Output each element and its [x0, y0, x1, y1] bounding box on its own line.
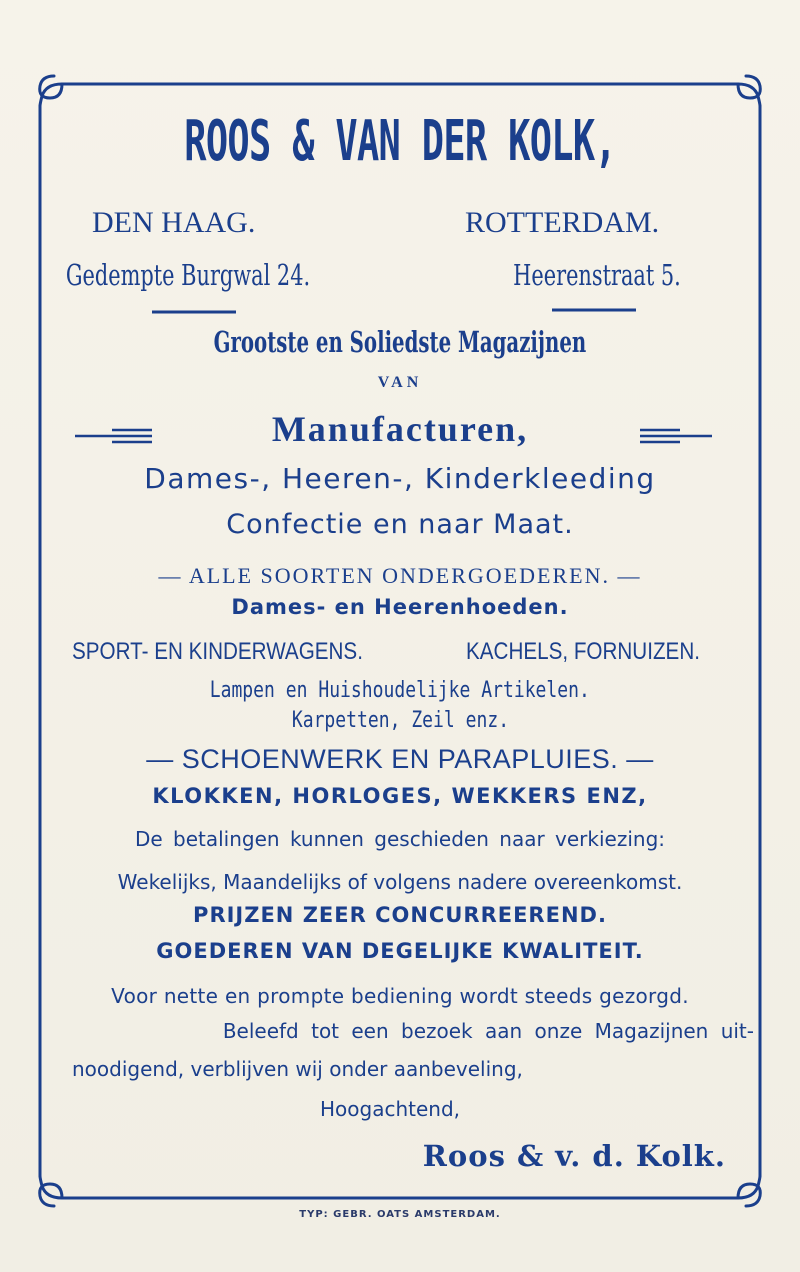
grootste-text: Grootste en Soliedste Magazijnen: [213, 325, 587, 359]
confectie-line: Confectie en naar Maat.: [226, 509, 574, 540]
address-rotterdam: Heerenstraat 5.: [513, 258, 681, 292]
sport-left: SPORT- EN KINDERWAGENS.: [72, 638, 363, 665]
prijzen-line: PRIJZEN ZEER CONCURREEREND.: [193, 903, 607, 927]
schoenwerk-line: — SCHOENWERK EN PARAPLUIES. —: [146, 744, 654, 774]
address-den-haag: Gedempte Burgwal 24.: [65, 258, 311, 292]
beleefd-line-2: [40, 1055, 760, 1083]
city-den-haag: DEN HAAG.: [92, 206, 256, 239]
company-name-text: ROOS & VAN DER KOLK,: [184, 109, 616, 174]
signature-text: Roos & v. d. Kolk.: [422, 1139, 726, 1173]
sport-right: KACHELS, FORNUIZEN.: [466, 638, 700, 665]
van-label: VAN: [377, 374, 423, 391]
grootste-heading: [40, 324, 760, 360]
beleefd-line-1: [40, 1017, 760, 1045]
wekelijks-line: Wekelijks, Maandelijks of volgens nadere overeenkomst.: [117, 870, 683, 894]
lampen-text: Lampen en Huishoudelijke Artikelen.: [209, 678, 591, 703]
karpetten-text: Karpetten, Zeil enz.: [291, 708, 509, 733]
goederen-line: GOEDEREN VAN DEGELIJKE KWALITEIT.: [156, 939, 644, 963]
hoeden-line: Dames- en Heerenhoeden.: [231, 595, 569, 619]
lampen-line: [40, 676, 760, 706]
beleefd-text-1: Beleefd tot een bezoek aan onze Magazijnen uit-: [222, 1019, 754, 1043]
karpetten-line: [40, 706, 760, 736]
bediening-line: Voor nette en prompte bediening wordt steeds gezorgd.: [111, 984, 689, 1008]
klokken-line: KLOKKEN, HORLOGES, WEKKERS ENZ,: [152, 784, 648, 808]
ondergoederen-line: — ALLE SOORTEN ONDERGOEDEREN. —: [158, 563, 642, 588]
beleefd-text-2: noodigend, verblijven wij onder aanbeveling,: [72, 1057, 523, 1081]
company-name: [40, 109, 760, 174]
hoogachtend-line: [40, 1095, 760, 1123]
kleeding-line: Dames-, Heeren-, Kinderkleeding: [144, 462, 656, 495]
manufacturen-heading: Manufacturen,: [271, 409, 529, 449]
printer-imprint: TYP: GEBR. OATS AMSTERDAM.: [299, 1209, 501, 1220]
betaling-line: De betalingen kunnen geschieden naar verkiezing:: [134, 827, 666, 851]
city-rotterdam: ROTTERDAM.: [465, 206, 660, 239]
hoogachtend-text: Hoogachtend,: [320, 1097, 461, 1121]
signature-line: [40, 1138, 760, 1174]
